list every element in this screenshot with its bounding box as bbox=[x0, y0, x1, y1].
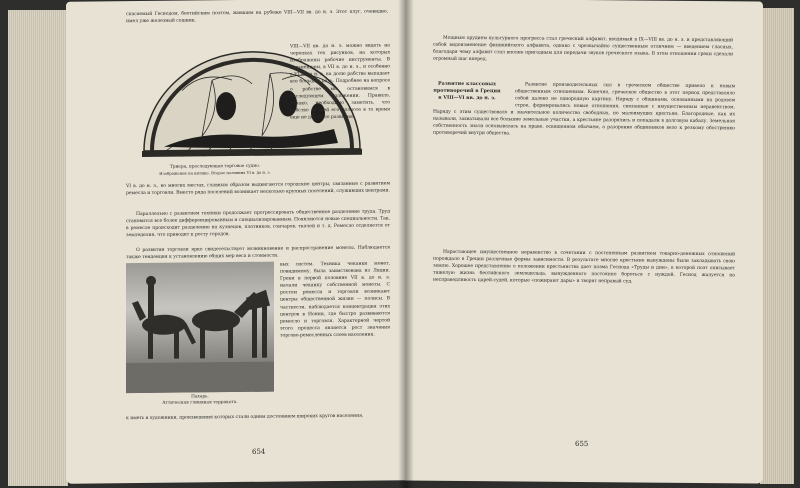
right-para2: Развитие производительных сил в греческом обществе привело к новым общественным отношениям. Конечно, греческое общество в этот период представляло собой далеко не однородную картину. Наряду с общинами, основанными на родовом строе, формировались новые отношения, связанные с имущественным неравенством. bbox=[515, 82, 735, 111]
margin-heading-line1: Развитие классовых bbox=[438, 80, 496, 88]
right-page bbox=[405, 0, 763, 484]
margin-heading bbox=[427, 81, 507, 103]
left-page bbox=[66, 0, 408, 484]
figure2-caption-note: Аттическая глиняная терракота. bbox=[162, 399, 238, 406]
left-para1: VI в. до н. э., во многих местах, главным образом выдвигаются городские центры, связанные с развитием ремесла и торговли. Вместо ряда поселений возникает несколько крупных поселений, служивших центрами. bbox=[126, 181, 390, 197]
page-edges-left bbox=[8, 10, 68, 486]
plowman-terracotta-photo bbox=[126, 262, 274, 394]
figure2-side-text: вых систем. Техника чеканки монет, повидимому, была заимствована из Лидии. Греки в первой половине VII в. до н. э. начали чеканку собственной монеты. С ростом ремесла и торговли возникают центры общественной жизни — полисы. В частности, наблюдается концентрация этих центров в Ионии, где быстро развиваются ремесло и торговля. Характерной чертой этого процесса является рост значения торгово-ремесленных слоев населения. bbox=[280, 261, 390, 339]
margin-heading-line2: противоречий в Греции bbox=[433, 87, 501, 95]
book-gutter-shadow bbox=[398, 0, 414, 488]
left-top-text: спасаемый Гесиодом, беотийским поэтом, жившим на рубеже VIII—VII вв. до н. э. Этот плуг, очевидно, имел уже железный сошник. bbox=[126, 9, 388, 25]
figure1-caption-note: Изображение на килике. Второе половина VI в. до н. э. bbox=[159, 169, 271, 176]
margin-heading-line3: в VIII—VI вв. до н. э. bbox=[438, 94, 496, 102]
figure1-caption-title: Триера, преследующая торговое судно. bbox=[169, 163, 261, 170]
left-page-number: 654 bbox=[252, 447, 266, 456]
left-para2: Параллельно с развитием техники продолжает прогрессировать общественное разделение труда. Труд становится все более дифференцированным и специализированным. Появляются новые специальности. Так, в ремесле происходит разделение на кузнецов, плотников, гончаров, ткачей и т. д. Ремесло отделяется от земледелия, что приводит к росту городов. bbox=[126, 209, 390, 239]
right-para1: Мощным орудием культурного прогресса стал греческий алфавит, вводимый в IX—VIII вв. до н. э. и представляющий собой видоизменение финикийского алфавита, однако с чрезвычайно существенным отличием — введением гласных, благодаря чему алфавит стал вполне пригодным для передачи звуков греческого языка. В этом отношении греки сделали огромный шаг вперед. bbox=[433, 35, 733, 63]
page-edges-right bbox=[760, 8, 794, 484]
left-bottom-text: к иметь в художники, произведения которых стали одним достоянием широких кругов населения. bbox=[126, 413, 364, 422]
right-para4: Нарастающее имущественное неравенство в сочетании с постепенным развитием товарно-денежных отношений порождало в Греции различные формы зависимости. В результате многие крестьяне вынуждены были закладывать свою землю. Хорошее представление о положении крестьянства дает поэма Гесиода «Труды и дни», в которой поэт описывает тяжелую жизнь беотийского земледельца, вынужденного постоянно бороться с нуждой. Гесиод жалуется на несправедливость царей-судей, которые «пожирают дары» и творят неправый суд. bbox=[433, 249, 735, 285]
right-page-number: 655 bbox=[575, 439, 589, 449]
figure2-caption-title: Пахарь. bbox=[191, 394, 209, 400]
right-para3: Наряду с этим существовало и значительное количество свободных, но малоимущих крестьян. Благородные, как их называли, захватывали все большие земельные участки, а крестьяне разорялись и попадали в долговую кабалу. Земельная собственность знати основывалась на праве, освященном обычаем, а разорение общинников вело к резкому обострению противоречий внутри общества. bbox=[433, 109, 735, 137]
left-para3: О развитии торговли ярко свидетельствует возникновение и распространение монеты. Наблюдается также тенденция к установлению общих мер веса и стоимости. bbox=[126, 245, 390, 261]
right-para2-cont bbox=[433, 109, 735, 250]
figure1-side-text: VIII—VII вв. до н. э. можно видеть на черепках тех рисунков, на которых изображены рабочие инструменты. В дальнейшем, в VII в. до н. э., и особенно в VI в. до н. э. на долю рабства выпадает все большая роль. Подробнее на вопросе о рабстве мы остановимся в последующем изложении. Правило, однако, необходимо заметить, что рабство во всей его полноте в то время еще не достигло развития. bbox=[290, 43, 390, 121]
right-para2-head bbox=[515, 81, 735, 111]
